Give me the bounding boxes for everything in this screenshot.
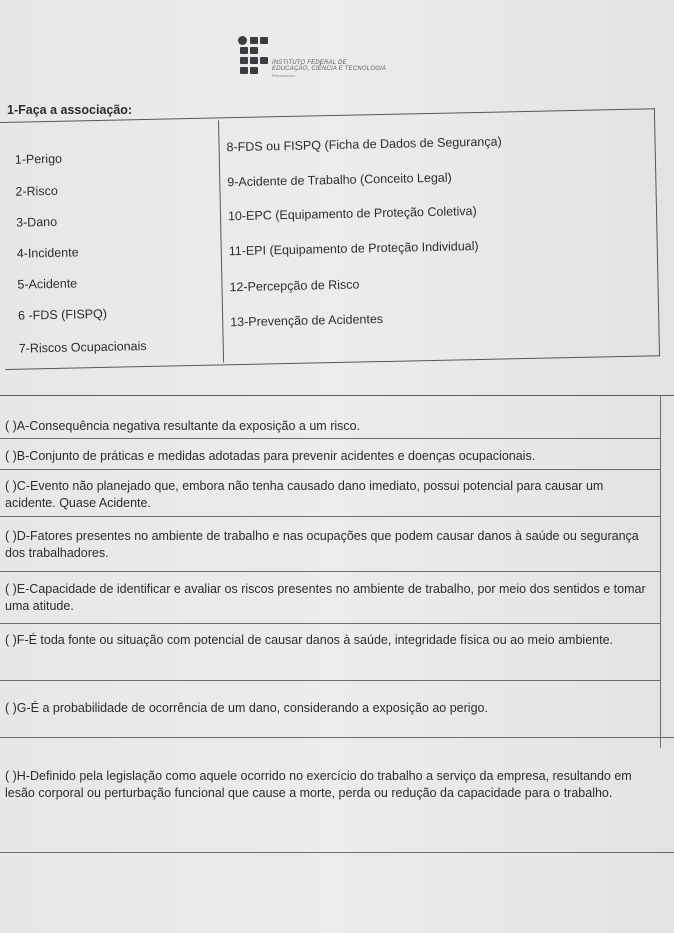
logo-circle-icon — [238, 36, 247, 45]
definition-item: 12-Percepção de Risco — [229, 277, 360, 295]
definition-item: 11-EPI (Equipamento de Proteção Individual) — [228, 239, 479, 259]
term-item: 6 -FDS (FISPQ) — [17, 306, 108, 323]
term-item: 2-Risco — [15, 183, 58, 199]
question-d: ( )D-Fatores presentes no ambiente de trabalho e nas ocupações que podem causar danos à saúde ou segurança dos trabalhadores. — [5, 529, 639, 560]
association-table — [0, 108, 660, 370]
term-item: 3-Dano — [15, 214, 58, 230]
question-e: ( )E-Capacidade de identificar e avaliar os riscos presentes no ambiente de trabalho, por meio dos sentidos e tomar uma atitude. — [5, 582, 646, 613]
institution-campus: Pernambuco — [272, 73, 295, 78]
question-f: ( )F-É toda fonte ou situação com potencial de causar danos à saúde, integridade física ou ao meio ambiente. — [5, 633, 614, 647]
definition-item: 8-FDS ou FISPQ (Ficha de Dados de Segurança) — [226, 134, 502, 155]
institution-logo — [234, 34, 387, 78]
row-separator — [0, 737, 674, 738]
question-b: ( )B-Conjunto de práticas e medidas adotadas para prevenir acidentes e doenças ocupacionais. — [5, 449, 536, 463]
question-c: ( )C-Evento não planejado que, embora não tenha causado dano imediato, possui potencial para causar um acidente. Quase Acidente. — [5, 479, 604, 510]
row-separator — [0, 852, 674, 853]
question-h: ( )H-Definido pela legislação como aquele ocorrido no exercício do trabalho a serviço da empresa, resultando em lesão corporal ou perturbação funcional que cause a morte, perda ou redução da capacidade para o trabalho. — [5, 769, 632, 800]
right-border — [660, 396, 661, 748]
definition-item: 13-Prevenção de Acidentes — [230, 312, 384, 330]
term-item: 7-Riscos Ocupacionais — [18, 338, 147, 356]
table-divider — [218, 120, 224, 362]
term-item: 4-Incidente — [16, 245, 79, 261]
question-g: ( )G-É a probabilidade de ocorrência de um dano, considerando a exposição ao perigo. — [5, 701, 488, 715]
row-separator — [0, 680, 660, 681]
row-separator — [0, 571, 660, 572]
definition-item: 9-Acidente de Trabalho (Conceito Legal) — [227, 170, 452, 190]
definition-item: 10-EPC (Equipamento de Proteção Coletiva) — [227, 204, 477, 224]
institution-name: INSTITUTO FEDERAL DE EDUCAÇÃO, CIÊNCIA E TECNOLOGIA — [272, 60, 387, 72]
term-item: 1-Perigo — [14, 151, 63, 167]
row-separator — [0, 623, 660, 624]
row-separator — [0, 516, 660, 517]
row-separator — [0, 438, 660, 439]
term-item: 5-Acidente — [17, 276, 78, 292]
question-a: ( )A-Consequência negativa resultante da exposição a um risco. — [5, 419, 361, 433]
exercise-title: 1-Faça a associação: — [7, 103, 133, 117]
row-separator — [0, 469, 660, 470]
